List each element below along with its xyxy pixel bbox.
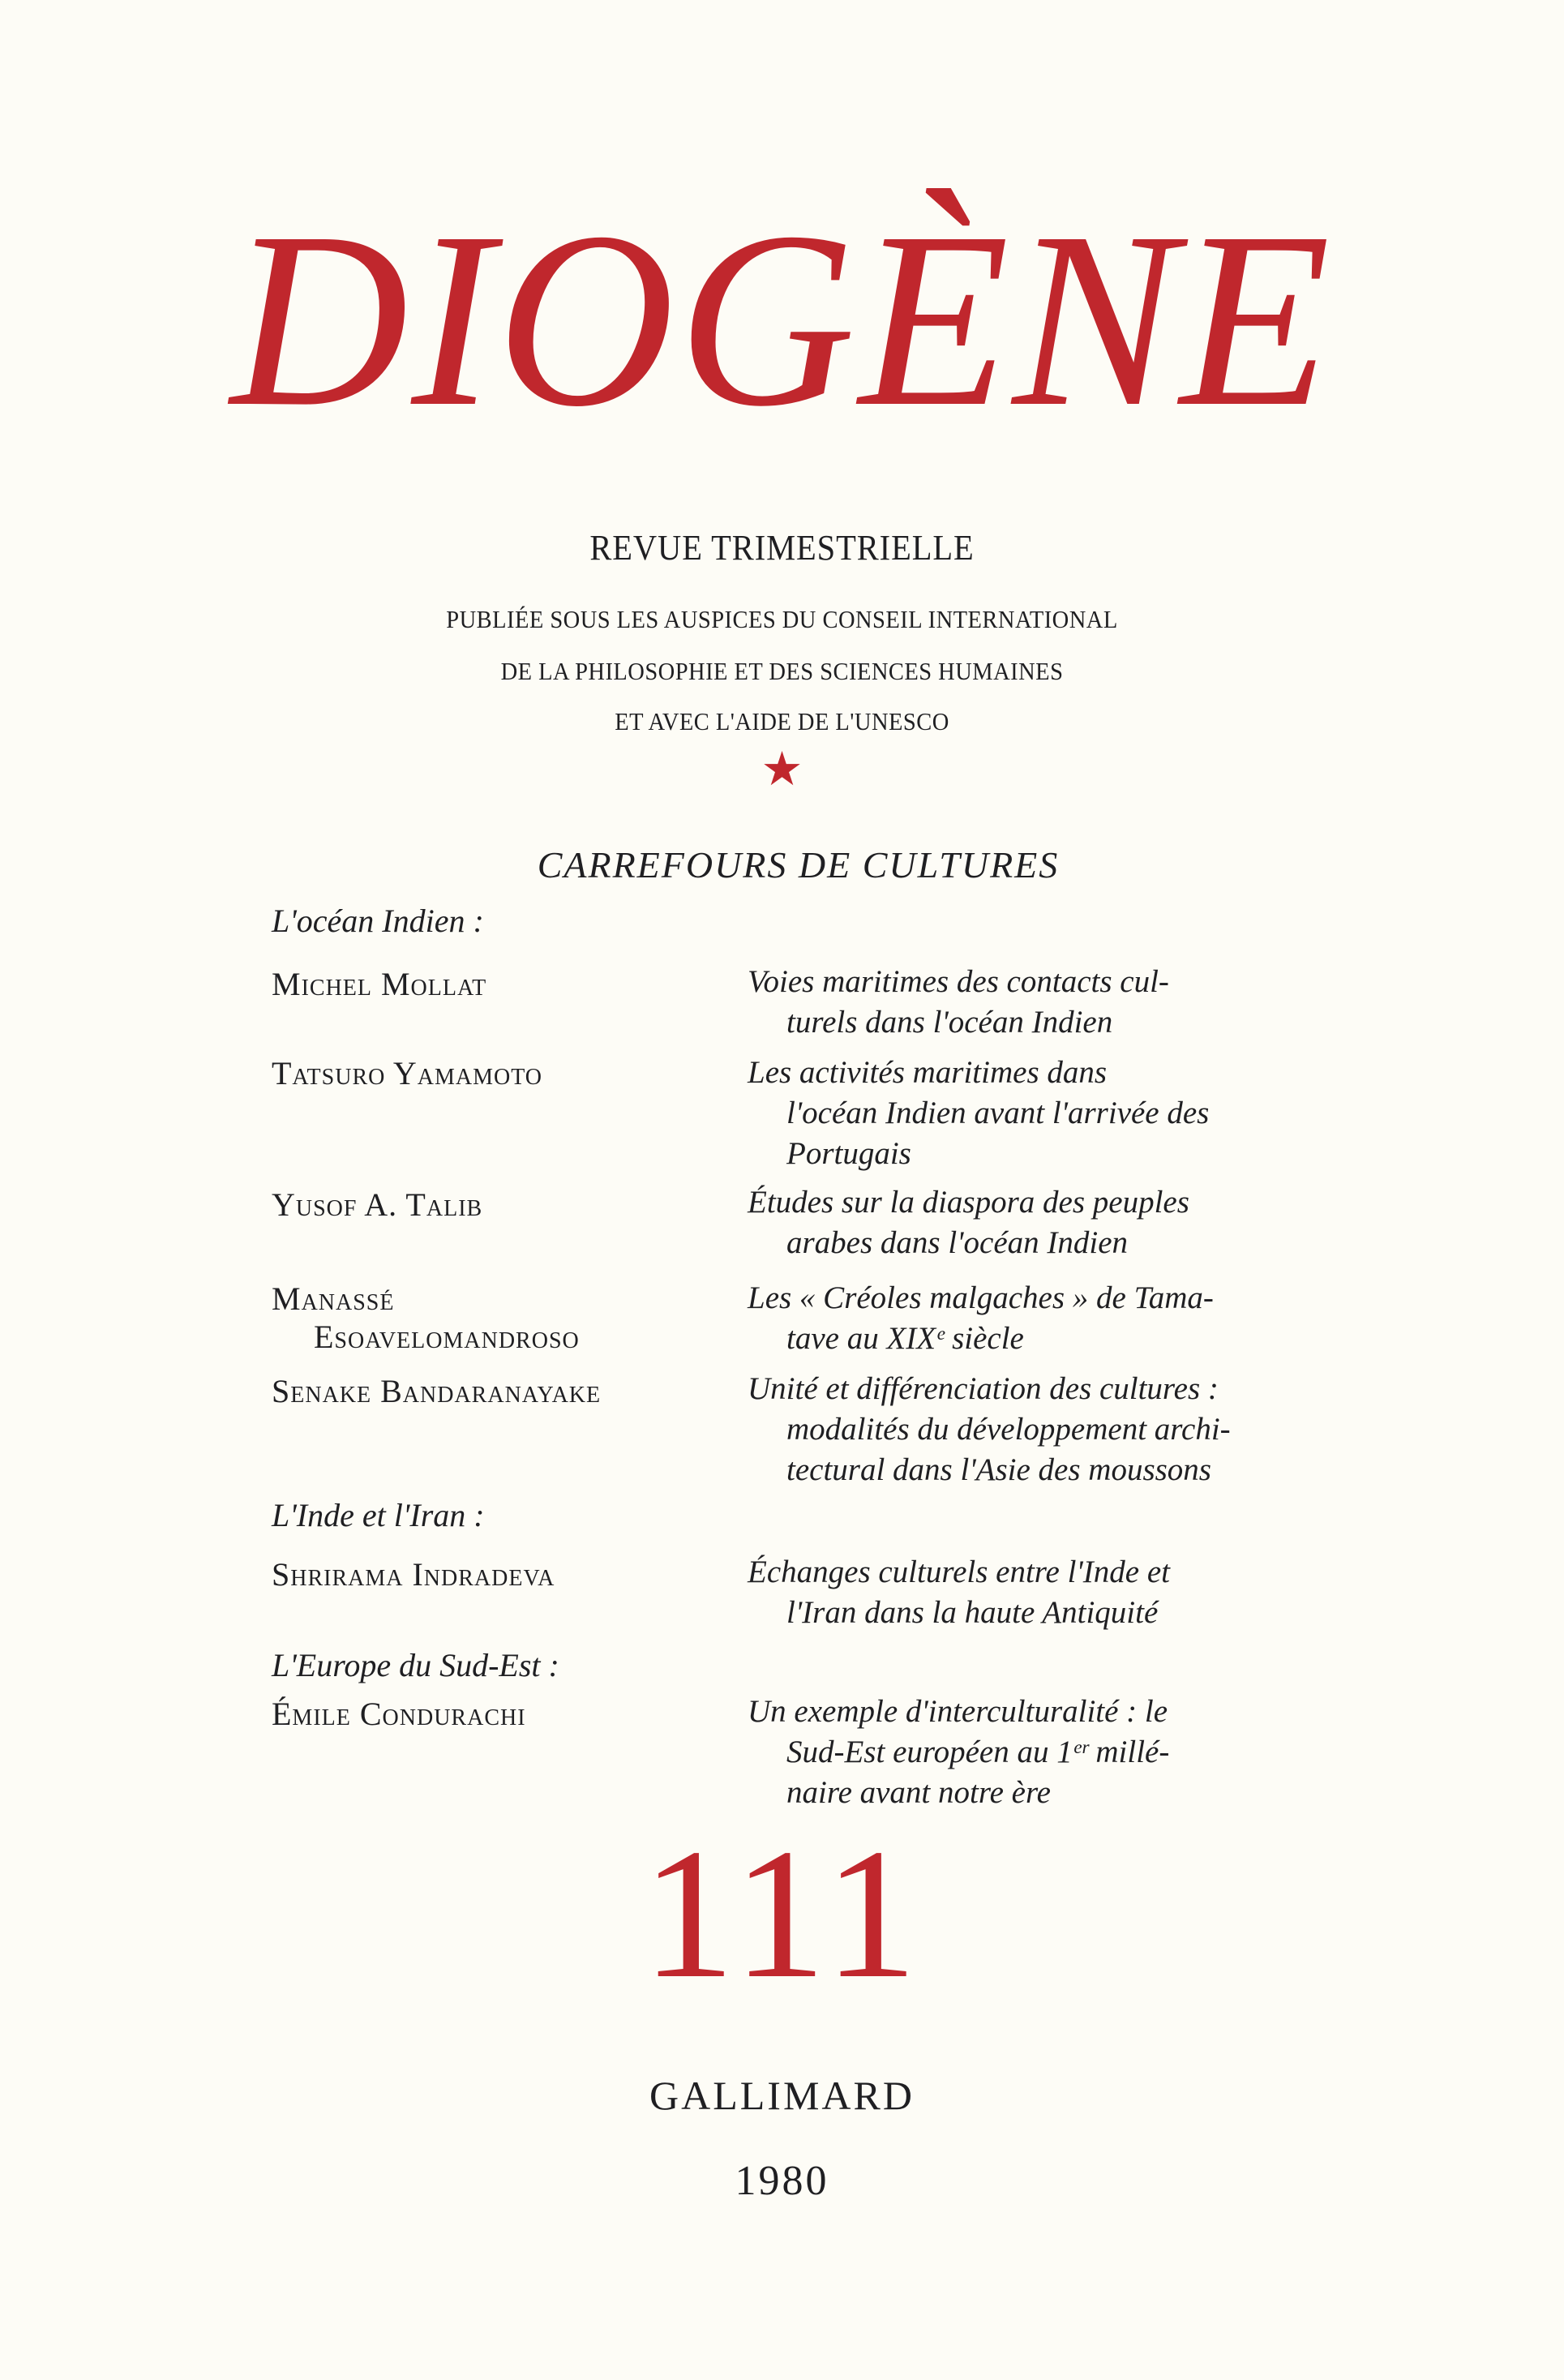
issue-number: 111 bbox=[641, 1810, 923, 2017]
section-heading: L'Europe du Sud-Est : bbox=[272, 1647, 559, 1683]
article-title: Les « Créoles malgaches » de Tama- tave au XIXᵉ siècle bbox=[748, 1280, 1214, 1356]
author-name: Tatsuro Yamamoto bbox=[272, 1055, 543, 1091]
author-name: Senake Bandaranayake bbox=[272, 1373, 602, 1409]
section-heading: L'Inde et l'Iran : bbox=[272, 1497, 485, 1533]
subtitle: REVUE TRIMESTRIELLE bbox=[589, 528, 975, 568]
publication-year: 1980 bbox=[735, 2158, 829, 2204]
author-name: Michel Mollat bbox=[272, 966, 487, 1002]
author-name: Émile Condurachi bbox=[272, 1696, 526, 1732]
author-name: Yusof A. Talib bbox=[272, 1186, 483, 1223]
article-title: Échanges culturels entre l'Inde et l'Iran dans la haute Antiquité bbox=[748, 1555, 1170, 1630]
article-title: Voies maritimes des contacts cul- turels dans l'océan Indien bbox=[748, 964, 1169, 1040]
author-name: Manassé Esoavelomandroso bbox=[272, 1280, 580, 1355]
publisher-name: GALLIMARD bbox=[649, 2073, 915, 2118]
publication-line: DE LA PHILOSOPHIE ET DES SCIENCES HUMAINES bbox=[500, 657, 1064, 685]
article-title: Études sur la diaspora des peuples arabes dans l'océan Indien bbox=[748, 1185, 1189, 1260]
publication-line: PUBLIÉE SOUS LES AUSPICES DU CONSEIL INTERNATIONAL bbox=[446, 605, 1118, 633]
author-name: Shrirama Indradeva bbox=[272, 1556, 555, 1593]
article-title: Un exemple d'interculturalité : le Sud-Est européen au 1ᵉʳ millé- naire avant notre ère bbox=[748, 1694, 1170, 1810]
article-title: Les activités maritimes dans l'océan Indien avant l'arrivée des Portugais bbox=[748, 1055, 1210, 1171]
section-heading: L'océan Indien : bbox=[272, 903, 484, 939]
star-ornament-icon: ★ bbox=[761, 743, 803, 795]
issue-theme: CARREFOURS DE CULTURES bbox=[537, 844, 1060, 886]
article-title: Unité et différenciation des cultures : modalités du développement archi- tectural dans l'Asie des moussons bbox=[748, 1371, 1231, 1487]
publication-line: ET AVEC L'AIDE DE L'UNESCO bbox=[615, 707, 949, 735]
masthead-title: DIOGÈNE bbox=[230, 181, 1334, 459]
